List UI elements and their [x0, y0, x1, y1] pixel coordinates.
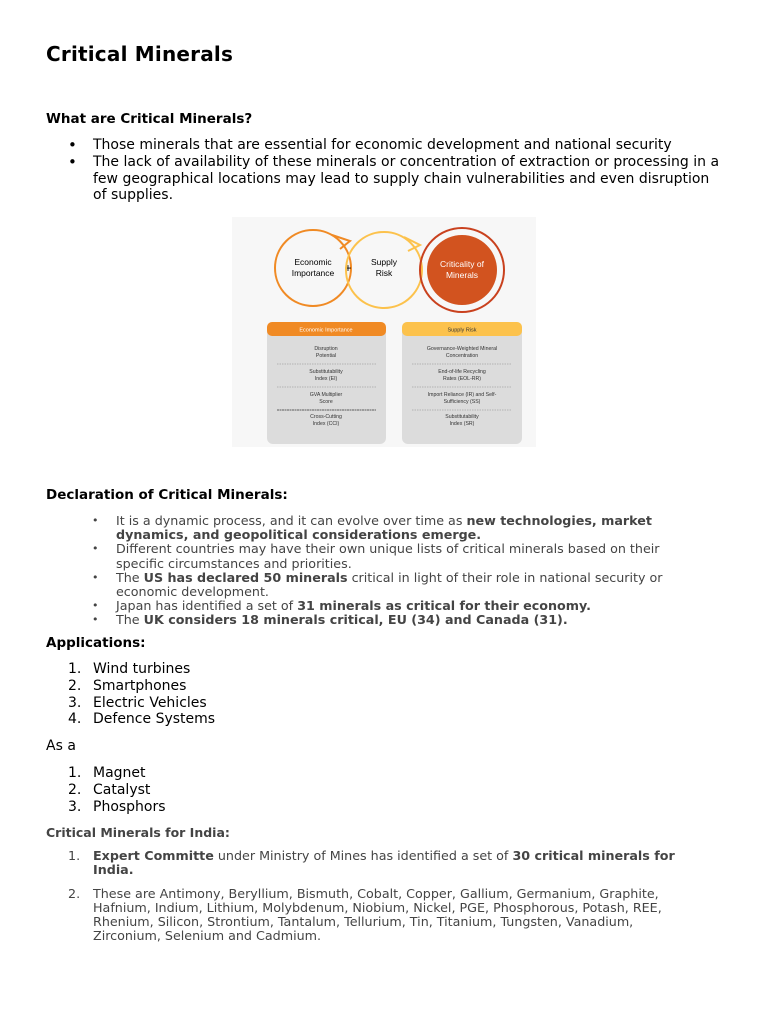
panel2-item2-line1: End-of-life Recycling [438, 369, 486, 375]
list-item: • The lack of availability of these minerals or concentration of extraction or processing in a few geographical locations may lead to supply chain vulnerabilities and even disruption of supplies. [46, 154, 726, 204]
what-heading: What are Critical Minerals? [46, 111, 253, 127]
list-item: 2. Smartphones [68, 677, 187, 694]
circle2-line2: Risk [375, 268, 393, 278]
as-a-label: As a [46, 738, 76, 754]
panel1-item2-line2: Index (EI) [314, 376, 338, 382]
list-item: • The UK considers 18 minerals critical, EU (34) and Canada (31). [46, 613, 686, 627]
list-item: 1. Expert Committe under Ministry of Mines has identified a set of 30 critical minerals for India. [68, 848, 675, 877]
panel2-item2-line2: Rates (EOL-RR) [442, 376, 482, 382]
declaration-bullet-list [46, 514, 686, 628]
panel2-item1-line1: Governance-Weighted Mineral [426, 346, 498, 352]
list-item: • The US has declared 50 minerals critical in light of their role in national security or economic development. [46, 571, 686, 599]
as-a-list [46, 765, 446, 815]
panel2-item4-line1: Substitutability [445, 414, 479, 420]
list-item: 1. Wind turbines [68, 661, 191, 677]
applications-heading: Applications: [46, 635, 146, 651]
panel1-item4-line1: Cross-Cutting [310, 414, 342, 420]
list-item: 3. Electric Vehicles [68, 694, 207, 711]
list-item: • Japan has identified a set of 31 minerals as critical for their economy. [46, 599, 686, 613]
panel2-item3-line2: Sufficiency (SS) [443, 399, 481, 405]
panel2-item1-line2: Concentration [445, 353, 479, 359]
panel1-header: Economic Importance [299, 327, 353, 334]
circle1-line2: Importance [291, 268, 335, 278]
list-item: 3. Phosphors [68, 798, 166, 815]
panel1-item4-line2: Index (CCI) [312, 421, 340, 427]
list-item: 1. Magnet [68, 765, 146, 781]
list-item: 2. These are Antimony, Beryllium, Bismuth, Cobalt, Copper, Gallium, Germanium, Graphite, Hafnium, Indium, Lithium, Molybdenum, Niobium, Nickel, PGE, Phosphorous, Potash, REE, Rhenium, Silicon, Strontium, Tantalum, Tellurium, Tin, Titanium, Tungsten, Vanadium, Zirconium, Selenium and Cadmium. [68, 886, 662, 943]
circle1-line1: Economic [294, 257, 332, 267]
circle3-line2: Minerals [445, 270, 479, 280]
circle3-line1: Criticality of [440, 259, 484, 269]
list-item: • Those minerals that are essential for economic development and national security [46, 137, 726, 154]
panel2-item3-line1: Import Reliance (IR) and Self- [427, 392, 497, 398]
panel1-item1-line1: Disruption [314, 346, 338, 352]
list-item: • It is a dynamic process, and it can evolve over time as new technologies, market dynamics, and geopolitical considerations emerge. [46, 514, 686, 542]
list-item: • Different countries may have their own unique lists of critical minerals based on their specific circumstances and priorities. [46, 542, 686, 570]
panel1-item1-line2: Potential [315, 353, 337, 359]
circle2-line1: Supply [371, 257, 397, 267]
panel1-item3-line1: GVA Multiplier [309, 392, 343, 398]
declaration-heading: Declaration of Critical Minerals: [46, 487, 288, 503]
india-heading: Critical Minerals for India: [46, 825, 230, 840]
plus-sign: + [344, 261, 352, 275]
india-list [46, 849, 696, 943]
list-item: 4. Defence Systems [68, 711, 216, 728]
panel1-item2-line1: Substitutability [309, 369, 343, 375]
what-bullet-list [46, 137, 726, 204]
panel2-item4-line2: Index (SR) [449, 421, 475, 427]
panel1-item3-line2: Score [319, 399, 333, 405]
list-item: 2. Catalyst [68, 781, 151, 798]
criticality-diagram [232, 217, 536, 447]
applications-list [46, 661, 446, 728]
page-title: Critical Minerals [46, 42, 234, 66]
panel2-header: Supply Risk [447, 327, 477, 334]
